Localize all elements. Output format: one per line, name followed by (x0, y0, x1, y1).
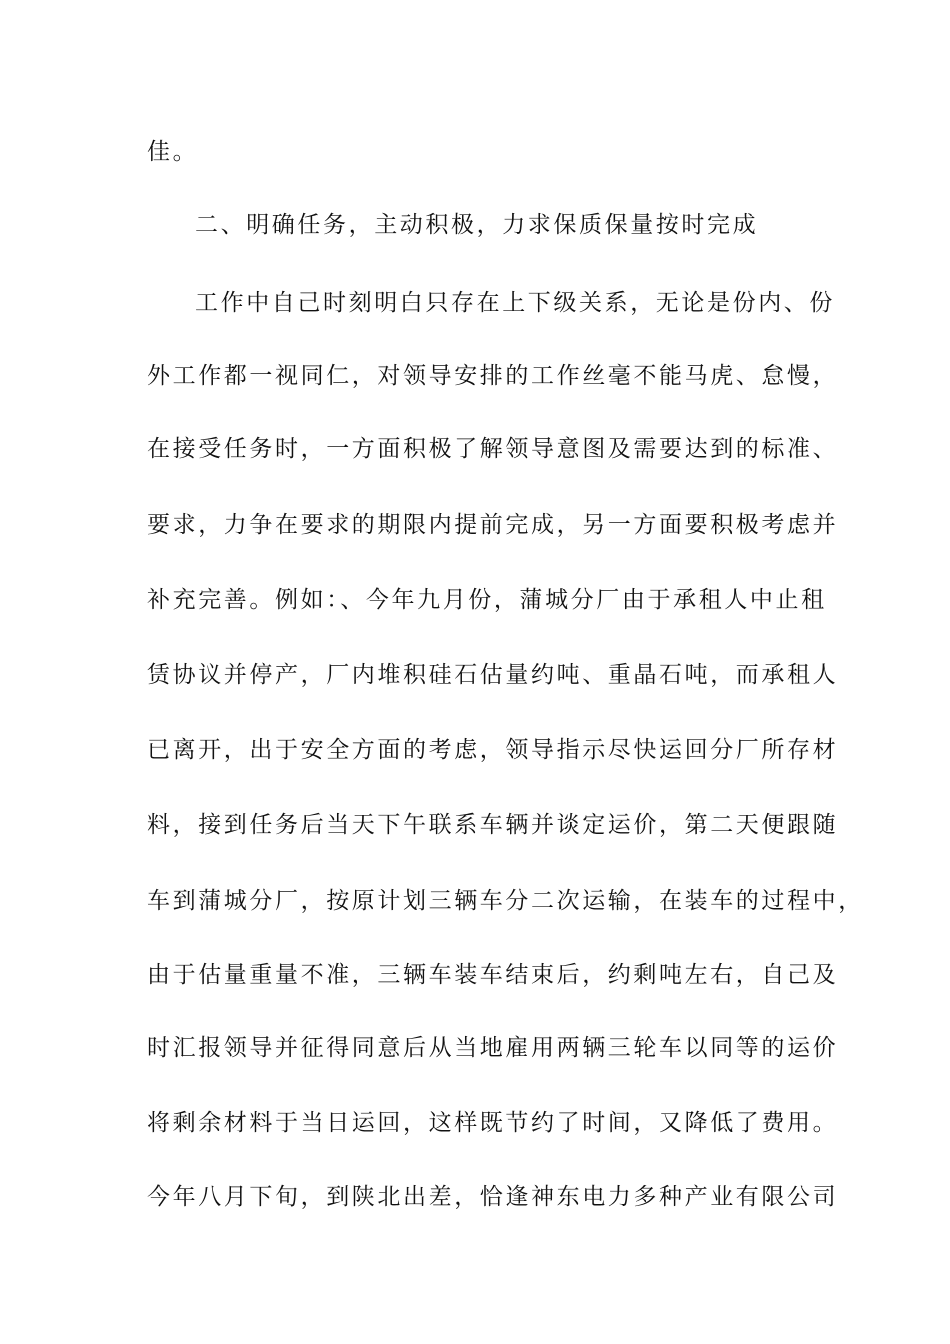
text-line: 时汇报领导并征得同意后从当地雇用两辆三轮车以同等的运价 (147, 1035, 839, 1061)
section-heading: 二、明确任务，主动积极，力求保质保量按时完成 (195, 212, 759, 238)
text-line: 在接受任务时，一方面积极了解领导意图及需要达到的标准、 (147, 436, 839, 462)
text-line: 佳。 (147, 139, 199, 165)
text-line: 今年八月下旬，到陕北出差，恰逢神东电力多种产业有限公司 (147, 1184, 839, 1210)
text-line: 料，接到任务后当天下午联系车辆并谈定运价，第二天便跟随 (147, 812, 839, 838)
text-line: 补充完善。例如：、今年九月份，蒲城分厂由于承租人中止租 (147, 587, 827, 613)
text-line: 车到蒲城分厂，按原计划三辆车分二次运输，在装车的过程中， (147, 888, 864, 914)
text-line: 由于估量重量不准，三辆车装车结束后，约剩吨左右，自己及 (147, 962, 839, 988)
text-line: 工作中自己时刻明白只存在上下级关系，无论是份内、份 (195, 290, 835, 316)
text-line: 要求，力争在要求的期限内提前完成，另一方面要积极考虑并 (147, 512, 839, 538)
text-line: 已离开，出于安全方面的考虑，领导指示尽快运回分厂所存材 (147, 737, 839, 763)
text-line: 外工作都一视同仁，对领导安排的工作丝毫不能马虎、怠慢， (147, 363, 839, 389)
text-line: 将剩余材料于当日运回，这样既节约了时间，又降低了费用。 (147, 1110, 839, 1136)
text-line: 赁协议并停产，厂内堆积硅石估量约吨、重晶石吨，而承租人 (147, 662, 839, 688)
